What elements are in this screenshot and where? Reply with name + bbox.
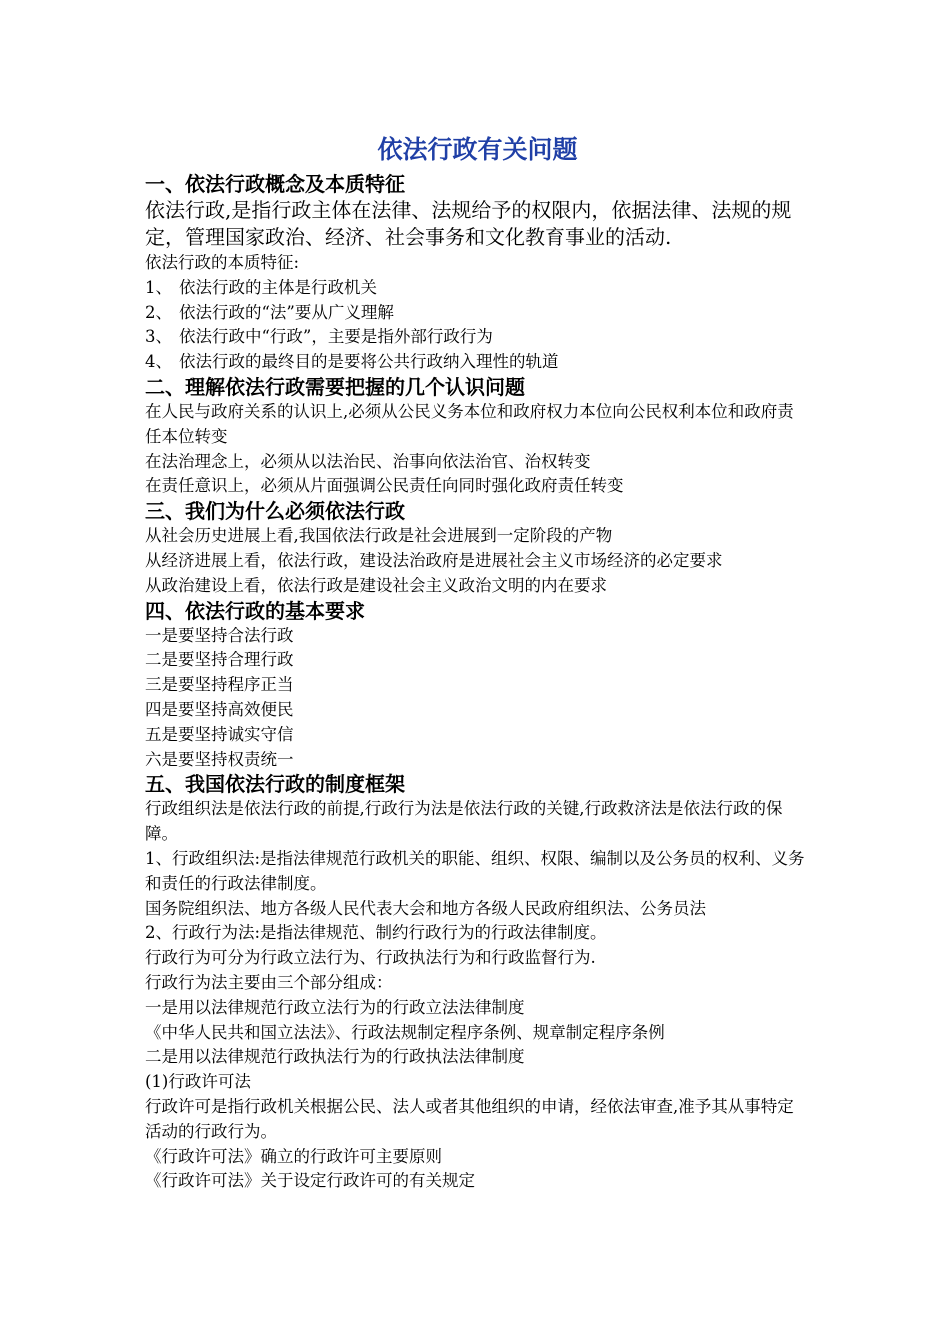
section-heading-4: 四、依法行政的基本要求: [145, 598, 365, 623]
paragraph: 行政行为可分为行政立法行为、行政执法行为和行政监督行为.: [145, 948, 596, 968]
paragraph: 2、行政行为法:是指法律规范、制约行政行为的行政法律制度。: [145, 923, 607, 943]
list-item: [145, 350, 810, 375]
requirement-item: 四是要坚持高效便民: [145, 699, 294, 719]
section-heading-1: 一、依法行政概念及本质特征: [145, 172, 405, 196]
list-item: [145, 301, 810, 326]
requirement-item: 二是要坚持合理行政: [145, 650, 294, 670]
section-heading-3: 三、我们为什么必须依法行政: [145, 499, 405, 524]
section-heading-2: 二、理解依法行政需要把握的几个认识问题: [145, 374, 525, 399]
list-item: [145, 325, 810, 350]
list-text: 依法行政的最终目的是要将公共行政纳入理性的轨道: [179, 352, 559, 372]
list-number: 2、: [145, 302, 172, 322]
paragraph: 在法治理念上，必须从以法治民、治事向依法治官、治权转变: [145, 451, 591, 471]
list-text: 依法行政的主体是行政机关: [179, 277, 377, 297]
document-title: 依法行政有关问题: [377, 135, 578, 164]
features-lead: 依法行政的本质特征:: [145, 253, 300, 272]
list-number: 3、: [145, 327, 172, 347]
paragraph: 在人民与政府关系的认识上,必须从公民义务本位和政府权力本位向公民权利本位和政府责任本位转变: [145, 401, 794, 446]
paragraph: 一是用以法律规范行政立法行为的行政立法法律制度: [145, 997, 525, 1017]
list-text: 依法行政中“行政”，主要是指外部行政行为: [179, 327, 493, 347]
requirement-item: 六是要坚持权责统一: [145, 749, 294, 769]
paragraph: 从政治建设上看，依法行政是建设社会主义政治文明的内在要求: [145, 575, 607, 595]
paragraph: 1、行政组织法:是指法律规范行政机关的职能、组织、权限、编制以及公务员的权利、义务和责任的行政法律制度。: [145, 848, 805, 893]
paragraph: 《中华人民共和国立法法》、行政法规制定程序条例、规章制定程序条例: [145, 1022, 665, 1042]
list-number: 1、: [145, 277, 172, 297]
requirement-item: 五是要坚持诚实守信: [145, 724, 294, 744]
requirement-item: 三是要坚持程序正当: [145, 675, 294, 695]
section-heading-5: 五、我国依法行政的制度框架: [145, 772, 405, 797]
paragraph: 二是用以法律规范行政执法行为的行政执法法律制度: [145, 1047, 525, 1067]
paragraph: 在责任意识上，必须从片面强调公民责任向同时强化政府责任转变: [145, 476, 624, 496]
paragraph: 行政组织法是依法行政的前提,行政行为法是依法行政的关键,行政救济法是依法行政的保障。: [145, 799, 783, 844]
paragraph: 行政行为法主要由三个部分组成：: [145, 972, 393, 992]
definition-paragraph: 依法行政,是指行政主体在法律、法规给予的权限内，依据法律、法规的规定，管理国家政治、经济、社会事务和文化教育事业的活动.: [145, 198, 792, 249]
document-page: [145, 128, 810, 1194]
paragraph: 从经济进展上看，依法行政，建设法治政府是进展社会主义市场经济的必定要求: [145, 550, 723, 570]
paragraph: 《行政许可法》关于设定行政许可的有关规定: [145, 1171, 475, 1191]
list-text: 依法行政的“法”要从广义理解: [179, 302, 394, 322]
paragraph: 《行政许可法》确立的行政许可主要原则: [145, 1146, 442, 1166]
paragraph: 国务院组织法、地方各级人民代表大会和地方各级人民政府组织法、公务员法: [145, 898, 706, 918]
requirement-item: 一是要坚持合法行政: [145, 625, 294, 645]
paragraph: 从社会历史进展上看,我国依法行政是社会进展到一定阶段的产物: [145, 526, 613, 546]
paragraph: (1)行政许可法: [145, 1072, 251, 1092]
list-number: 4、: [145, 352, 172, 372]
paragraph: 行政许可是指行政机关根据公民、法人或者其他组织的申请，经依法审查,准予其从事特定活动的行政行为。: [145, 1096, 794, 1141]
list-item: [145, 276, 810, 301]
